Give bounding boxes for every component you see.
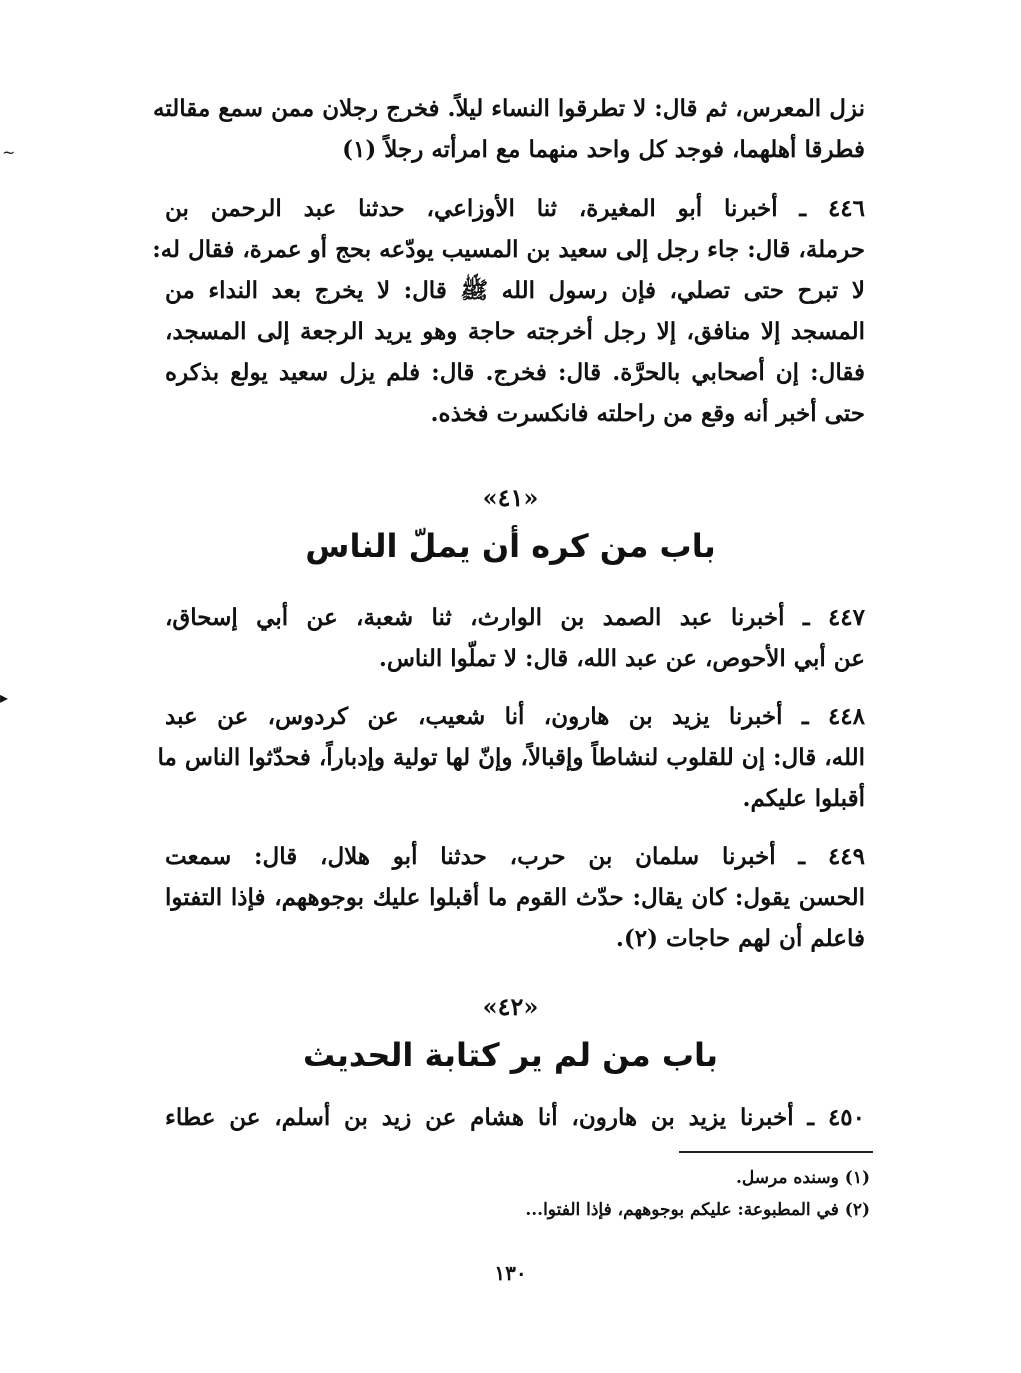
footnote-1: (١) وسنده مرسل. (735, 1168, 870, 1188)
footnotes (400, 1162, 870, 1226)
text-line: فطرقا أهلهما، فوجد كل واحد منهما مع امرأته رجلاً (١) (342, 136, 865, 163)
chapter-title: باب من كره أن يملّ الناس (305, 527, 716, 565)
text-line: الحسن يقول: كان يقال: حدّث القوم ما أقبلوا عليك بوجوههم، فإذا التفتوا (165, 884, 865, 911)
paragraph-continuation (153, 88, 865, 170)
hadith-449 (165, 836, 865, 959)
text-line: عن أبي الأحوص، عن عبد الله، قال: لا تملّوا الناس. (378, 645, 865, 672)
text-line: لا تبرح حتى تصلي، فإن رسول الله ﷺ قال: لا يخرج بعد النداء من (165, 277, 865, 304)
scan-mark: ~ (2, 143, 16, 162)
text-line: حرملة، قال: جاء رجل إلى سعيد بن المسيب يودّعه بحج أو عمرة، فقال له: (152, 236, 865, 263)
hadith-448 (157, 696, 865, 819)
hadith-447 (165, 597, 865, 679)
text-line: الله، قال: إن للقلوب لنشاطاً وإقبالاً، وإنّ لها تولية وإدباراً، فحدّثوا الناس ما (157, 744, 865, 771)
footnote-separator (679, 1151, 873, 1153)
text-line: المسجد إلا منافق، إلا رجل أخرجته حاجة وهو يريد الرجعة إلى المسجد، (165, 318, 865, 345)
page-number: ١٣٠ (494, 1261, 527, 1285)
hadith-446 (152, 188, 865, 434)
text-line: ٤٤٦ ـ أخبرنا أبو المغيرة، ثنا الأوزاعي، حدثنا عبد الرحمن بن (165, 195, 865, 222)
text-line: نزل المعرس، ثم قال: لا تطرقوا النساء ليلاً. فخرج رجلان ممن سمع مقالته (153, 95, 865, 122)
text-line: ٤٤٧ ـ أخبرنا عبد الصمد بن الوارث، ثنا شعبة، عن أبي إسحاق، (165, 604, 865, 631)
text-line: ٤٤٨ ـ أخبرنا يزيد بن هارون، أنا شعيب، عن كردوس، عن عبد (165, 703, 865, 730)
text-line: أقبلوا عليكم. (742, 785, 865, 812)
text-line: فقال: إن أصحابي بالحرَّة. قال: فخرج. قال: فلم يزل سعيد يولع بذكره (165, 359, 865, 386)
text-line: ٤٤٩ ـ أخبرنا سلمان بن حرب، حدثنا أبو هلال، قال: سمعت (165, 843, 865, 870)
text-line: ٤٥٠ ـ أخبرنا يزيد بن هارون، أنا هشام عن زيد بن أسلم، عن عطاء (165, 1104, 865, 1131)
scan-mark: ▸ (0, 688, 9, 707)
text-line: فاعلم أن لهم حاجات (٢). (615, 925, 865, 952)
hadith-450 (165, 1097, 865, 1138)
text-line: حتى أخبر أنه وقع من راحلته فانكسرت فخذه. (430, 400, 865, 427)
chapter-number: «٤٢» (482, 992, 539, 1021)
footnote-2: (٢) في المطبوعة: عليكم بوجوههم، فإذا الفتوا... (525, 1200, 870, 1220)
chapter-title: باب من لم ير كتابة الحديث (302, 1036, 719, 1074)
chapter-number: «٤١» (482, 483, 539, 512)
